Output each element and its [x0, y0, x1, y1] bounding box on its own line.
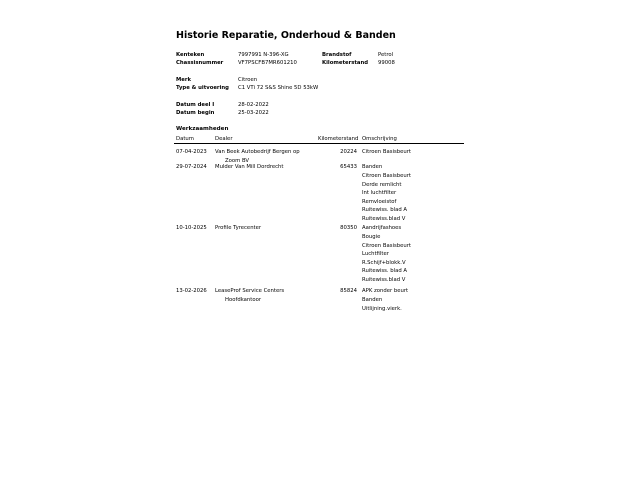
datum-begin-value: 25-03-2022 [238, 110, 269, 116]
omschrijving-line: Citroen Basisbeurt [362, 242, 411, 249]
datum-begin-label: Datum begin [176, 110, 215, 116]
omschrijving-line: Remvloeistof [362, 198, 397, 205]
kilometerstand-label: Kilometerstand [322, 60, 369, 66]
omschrijving-line: Ruitewiss.blad V [362, 215, 406, 222]
row-omschrijving [362, 224, 411, 284]
row-datum: 13-02-2026 [176, 288, 207, 294]
dealer-line: LeaseProf Service Centers [215, 288, 285, 294]
dealer-line: Zoom BV [225, 157, 250, 164]
row-dealer [215, 224, 262, 233]
type-uitvoering-value: C1 VTi 72 S&S Shine 5D 53kW [238, 85, 319, 91]
omschrijving-line: Derde remlicht [362, 181, 402, 188]
werkzaamheden-title: Werkzaamheden [176, 126, 229, 132]
row-kilometerstand: 80350 [340, 225, 357, 231]
omschrijving-line: Luchtfilter [362, 251, 389, 257]
header-omschrijving: Omschrijving [362, 136, 397, 142]
dealer-line: Van Beek Autobedrijf Bergen op [215, 149, 300, 155]
kenteken-label: Kenteken [176, 52, 205, 58]
row-omschrijving [362, 163, 411, 223]
row-kilometerstand: 65433 [340, 164, 357, 170]
omschrijving-line: Banden [362, 297, 383, 303]
row-kilometerstand: 20224 [340, 149, 357, 155]
omschrijving-line: R.Schijf+blokk.V [362, 259, 406, 266]
brandstof-value: Petrol [378, 52, 394, 58]
kenteken-value: 7997991 N-396-XG [238, 52, 289, 58]
row-datum: 10-10-2025 [176, 225, 207, 231]
row-dealer [215, 163, 284, 172]
omschrijving-line: Aandrijfashoes [362, 225, 402, 231]
dealer-line: Hoofdkantoor [225, 296, 262, 303]
omschrijving-line: Ruitewiss.blad V [362, 276, 406, 283]
omschrijving-line: Banden [362, 164, 383, 170]
row-datum: 07-04-2023 [176, 149, 207, 155]
brandstof-label: Brandstof [322, 52, 352, 58]
omschrijving-line: Bougie [362, 234, 381, 240]
row-dealer [215, 287, 285, 304]
dealer-line: Mulder Van Mill Dordrecht [215, 164, 284, 170]
dealer-line: Profile Tyrecenter [215, 225, 262, 231]
omschrijving-line: Uitlijning.vierk. [362, 305, 402, 312]
page-title: Historie Reparatie, Onderhoud & Banden [176, 30, 396, 41]
datum-deel-value: 28-02-2022 [238, 102, 269, 108]
omschrijving-line: Ruitewiss. blad A [362, 207, 408, 213]
kilometerstand-value: 99008 [378, 60, 395, 66]
row-omschrijving [362, 148, 411, 157]
merk-value: Citroen [238, 77, 258, 83]
chassisnummer-label: Chassisnummer [176, 60, 224, 66]
header-dealer: Dealer [215, 136, 233, 142]
chassisnummer-value: VF7PSCFB7MR601210 [238, 60, 297, 66]
type-uitvoering-label: Type & uitvoering [176, 85, 229, 91]
row-datum: 29-07-2024 [176, 164, 207, 170]
omschrijving-line: Ruitewiss. blad A [362, 268, 408, 274]
row-kilometerstand: 85824 [340, 288, 357, 294]
datum-deel-label: Datum deel I [176, 102, 215, 108]
omschrijving-line: Citroen Basisbeurt [362, 149, 411, 155]
omschrijving-line: Citroen Basisbeurt [362, 173, 411, 179]
omschrijving-line: Int luchtfilter [362, 190, 397, 196]
header-kilometerstand: Kilometerstand [318, 136, 359, 142]
header-datum: Datum [176, 136, 194, 142]
omschrijving-line: APK zonder beurt [362, 288, 409, 294]
merk-label: Merk [176, 77, 191, 83]
row-omschrijving [362, 287, 408, 313]
header-divider [174, 143, 464, 144]
